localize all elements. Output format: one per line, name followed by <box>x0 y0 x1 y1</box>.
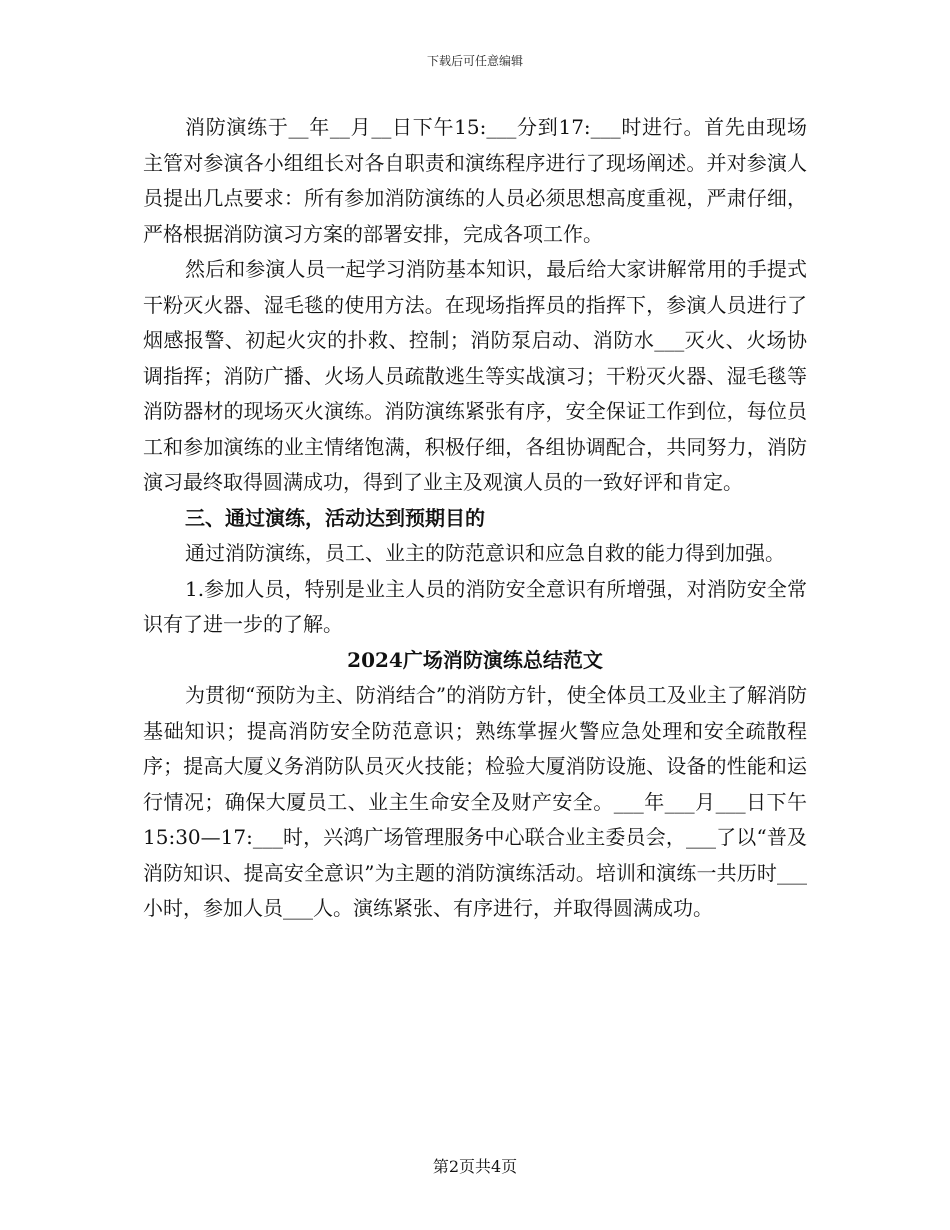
document-body <box>143 110 807 927</box>
paragraph-intro: 为贯彻“预防为主、防消结合”的消防方针，使全体员工及业主了解消防基础知识；提高消防安全防范意识；熟练掌握火警应急处理和安全疏散程序；提高大厦义务消防队员灭火技能；检验大厦消防设施、设备的性能和运行情况；确保大厦员工、业主生命安全及财产安全。___年___月___日下午15:30—17:___时，兴鸿广场管理服务中心联合业主委员会，___了以“普及消防知识、提高安全意识”为主题的消防演练活动。培训和演练一共历时___小时，参加人员___人。演练紧张、有序进行，并取得圆满成功。 <box>143 683 807 920</box>
page-header: 下载后可任意编辑 <box>426 54 523 68</box>
section-heading-goals: 三、通过演练，活动达到预期目的 <box>185 505 485 530</box>
paragraph-point-1: 1.参加人员，特别是业主人员的消防安全意识有所增强，对消防安全常识有了进一步的了解。 <box>143 576 807 636</box>
paragraph-awareness: 通过消防演练，员工、业主的防范意识和应急自救的能力得到加强。 <box>185 541 785 565</box>
paragraph-drill-process: 然后和参演人员一起学习消防基本知识，最后给大家讲解常用的手提式干粉灭火器、湿毛毯的使用方法。在现场指挥员的指挥下，参演人员进行了烟感报警、初起火灾的扑救、控制；消防泵启动、消防水___灭火、火场协调指挥；消防广播、火场人员疏散逃生等实战演习；干粉灭火器、湿毛毯等消防器材的现场灭火演练。消防演练紧张有序，安全保证工作到位，每位员工和参加演练的业主情绪饱满，积极仔细，各组协调配合，共同努力，消防演习最终取得圆满成功，得到了业主及观演人员的一致好评和肯定。 <box>143 257 807 494</box>
paragraph-drill-schedule: 消防演练于__年__月__日下午15:___分到17:___时进行。首先由现场主管对参演各小组组长对各自职责和演练程序进行了现场阐述。并对参演人员提出几点要求：所有参加消防演练的人员必须思想高度重视，严肃仔细，严格根据消防演习方案的部署安排，完成各项工作。 <box>143 115 807 246</box>
page-number: 第2页共4页 <box>432 1157 518 1176</box>
article-title: 2024广场消防演练总结范文 <box>347 647 603 672</box>
